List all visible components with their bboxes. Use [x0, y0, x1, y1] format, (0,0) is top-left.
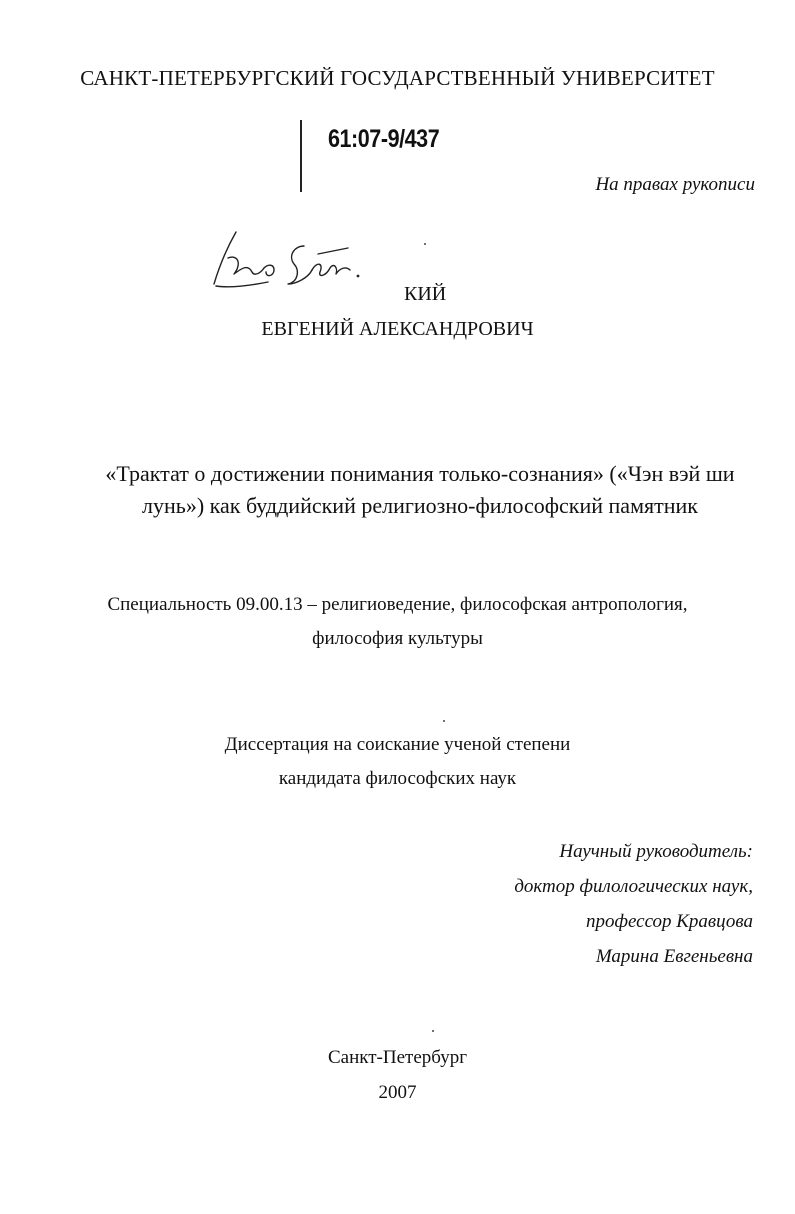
degree-line: Диссертация на соискание ученой степени: [224, 734, 571, 755]
scan-speck: [424, 243, 426, 245]
advisor-line: Марина Евгеньевна: [595, 946, 753, 967]
specialty-line: философия культуры: [312, 628, 483, 649]
scan-speck: [432, 1030, 434, 1032]
degree-line: кандидата философских наук: [278, 768, 517, 789]
degree-block: [0, 728, 795, 796]
advisor-block: [514, 834, 753, 974]
advisor-heading: Научный руководитель:: [559, 841, 753, 862]
title-line: «Трактат о достижении понимания только-сознания» («Чэн вэй ши: [105, 461, 735, 486]
archive-stamp-bar: [300, 120, 302, 192]
specialty-line: Специальность 09.00.13 – религиоведение, философская антропология,: [107, 594, 688, 615]
author-surname: КИЙ: [404, 283, 447, 305]
scan-speck: [443, 720, 445, 722]
advisor-line: профессор Кравцова: [585, 911, 753, 932]
year: 2007: [378, 1082, 417, 1103]
rights-note: На правах рукописи: [595, 174, 755, 195]
city: Санкт-Петербург: [327, 1047, 467, 1068]
specialty-block: [0, 588, 795, 656]
dissertation-title: [80, 458, 760, 522]
author-given-names: ЕВГЕНИЙ АЛЕКСАНДРОВИЧ: [261, 318, 534, 340]
archive-code: 61:07-9/437: [328, 125, 440, 153]
university-name: САНКТ-ПЕТЕРБУРГСКИЙ ГОСУДАРСТВЕННЫЙ УНИВЕРСИТЕТ: [80, 66, 715, 90]
advisor-line: доктор филологических наук,: [514, 876, 753, 897]
title-line: лунь») как буддийский религиозно-философский памятник: [142, 493, 698, 518]
handwritten-signature: [208, 224, 378, 294]
